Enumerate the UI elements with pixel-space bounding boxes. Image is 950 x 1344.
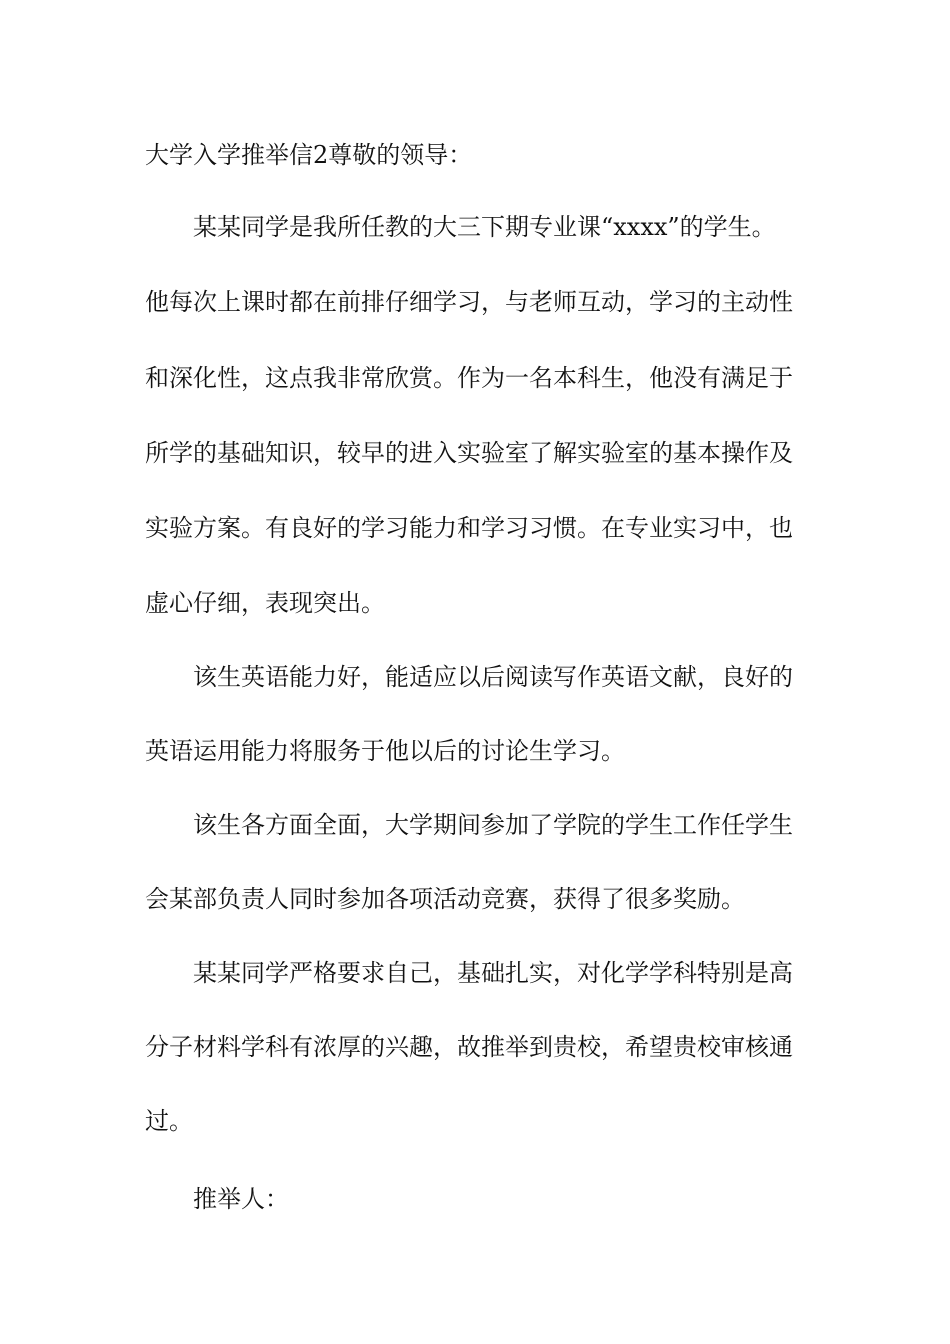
letter-heading-line: 大学入学推举信2尊敬的领导： xyxy=(145,141,473,169)
paragraph-2-line-2: 英语运用能力将服务于他以后的讨论生学习。 xyxy=(145,737,625,765)
paragraph-1-line-5: 实验方案。有良好的学习能力和学习习惯。在专业实习中，也 xyxy=(145,514,793,542)
paragraph-1-line-6: 虚心仔细，表现突出。 xyxy=(145,589,385,617)
paragraph-3-line-1: 该生各方面全面，大学期间参加了学院的学生工作任学生 xyxy=(193,811,793,839)
paragraph-1-line-3: 和深化性，这点我非常欣赏。作为一名本科生，他没有满足于 xyxy=(145,364,793,392)
paragraph-1-line-2: 他每次上课时都在前排仔细学习，与老师互动，学习的主动性 xyxy=(145,288,793,316)
paragraph-2-line-1: 该生英语能力好，能适应以后阅读写作英语文献，良好的 xyxy=(193,663,793,691)
paragraph-1-line-1: 某某同学是我所任教的大三下期专业课“xxxx”的学生。 xyxy=(193,213,776,241)
paragraph-1-line-4: 所学的基础知识，较早的进入实验室了解实验室的基本操作及 xyxy=(145,439,793,467)
paragraph-4-line-1: 某某同学严格要求自己，基础扎实，对化学学科特别是高 xyxy=(193,959,793,987)
paragraph-4-line-3: 过。 xyxy=(145,1107,193,1135)
paragraph-3-line-2: 会某部负责人同时参加各项活动竞赛，获得了很多奖励。 xyxy=(145,885,745,913)
recommender-label: 推举人： xyxy=(193,1185,289,1213)
paragraph-4-line-2: 分子材料学科有浓厚的兴趣，故推举到贵校，希望贵校审核通 xyxy=(145,1033,793,1061)
